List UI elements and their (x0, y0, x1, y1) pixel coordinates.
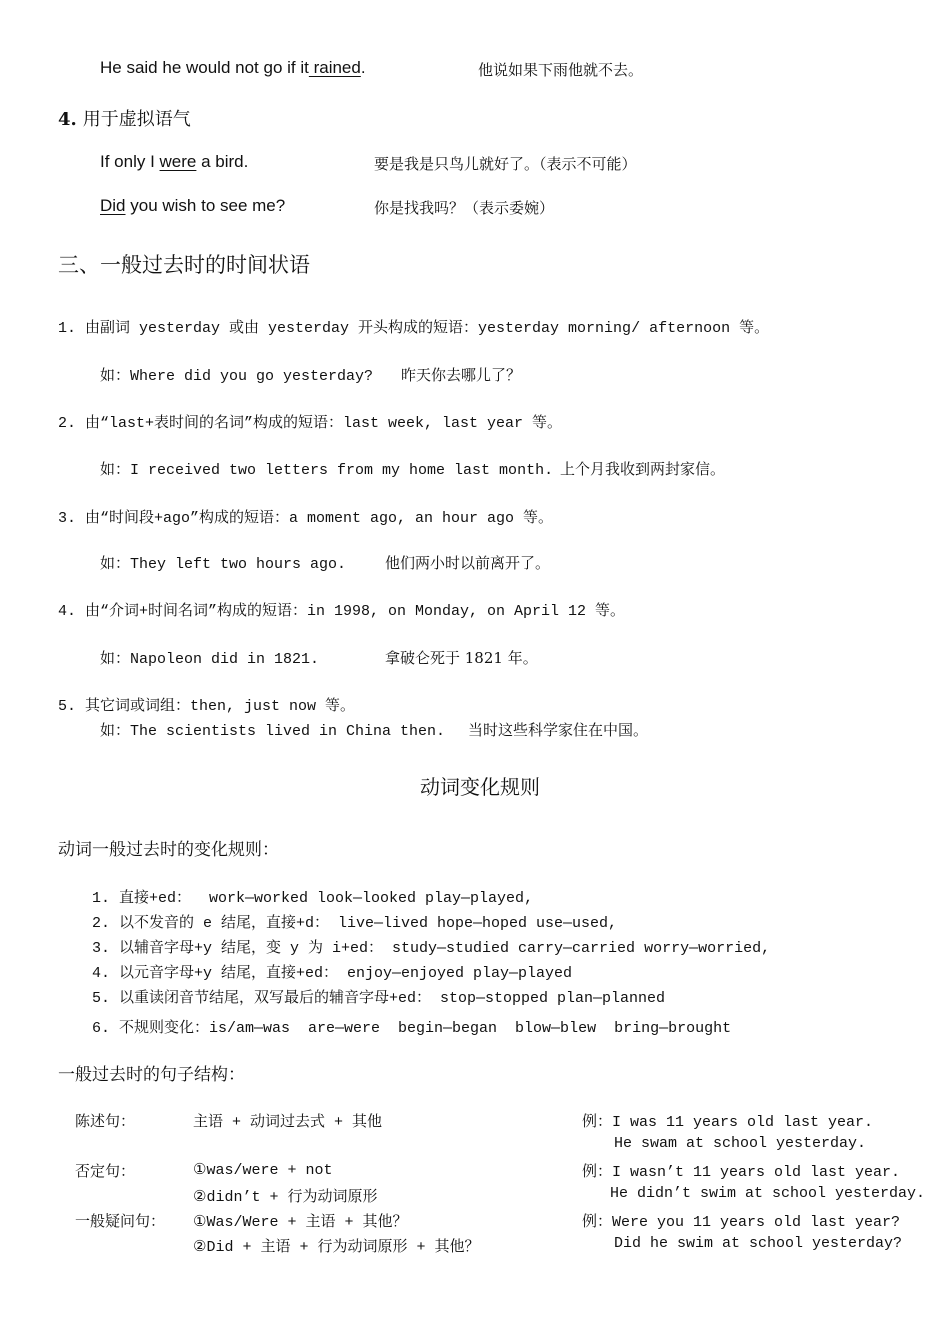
structure-title: 一般过去时的句子结构： (58, 1065, 245, 1085)
structure-example: 例：I was 11 years old last year. (582, 1114, 874, 1131)
section3-item2-chinese: 上个月我收到两封家信。 (560, 460, 726, 478)
section3-item1-chinese: 昨天你去哪儿了？ (401, 366, 522, 384)
top-example-before: He said he would not go if it (100, 58, 309, 77)
item4-ex2-after: you wish to see me? (125, 196, 286, 215)
rule-item: 3. 以辅音字母+y 结尾，变 y 为 i+ed： study—studied carry—carried worry—worried, (92, 940, 771, 957)
structure-form: ①was/were + not (193, 1162, 333, 1179)
section3-item3: 3. 由“时间段+ago”构成的短语：a moment ago, an hour ago 等。 (58, 510, 554, 527)
item4-heading (58, 105, 191, 131)
item4-ex1-before: If only I (100, 152, 160, 171)
rules-title: 动词变化规则 (420, 775, 540, 799)
top-example-english (100, 58, 366, 78)
structure-example: 例：Were you 11 years old last year? (582, 1214, 901, 1231)
structure-example: He didn’t swim at school yesterday. (610, 1185, 926, 1202)
section3-item3-example: 如：They left two hours ago. (100, 556, 347, 573)
rule-item: 6. 不规则变化：is/am—was are—were begin—began blow—blew bring—brought (92, 1020, 732, 1037)
item4-example2-chinese: 你是找我吗？（表示委婉） (374, 199, 555, 217)
item4-number: 4. (58, 109, 77, 130)
structure-example: Did he swim at school yesterday? (614, 1235, 903, 1252)
rule-item: 1. 直接+ed： work—worked look—looked play—played, (92, 890, 534, 907)
section3-item1-example: 如：Where did you go yesterday? (100, 368, 374, 385)
item4-ex1-underlined: were (159, 152, 197, 171)
structure-label-question: 一般疑问句： (75, 1212, 166, 1230)
rule-item: 2. 以不发音的 e 结尾，直接+d： live—lived hope—hoped use—used, (92, 915, 618, 932)
section3-item5-chinese: 当时这些科学家住在中国。 (468, 721, 649, 739)
top-example-underlined: rained (308, 58, 361, 77)
item4-example2-english (100, 196, 285, 216)
item4-title: 用于虚拟语气 (82, 109, 191, 130)
section3-item5: 5. 其它词或词组：then, just now 等。 (58, 698, 356, 715)
section3-item1: 1. 由副词 yesterday 或由 yesterday 开头构成的短语：yesterday morning/ afternoon 等。 (58, 320, 770, 337)
item4-example1-chinese: 要是我是只鸟儿就好了。（表示不可能） (374, 155, 637, 173)
item4-ex1-after: a bird. (196, 152, 249, 171)
section3-item3-chinese: 他们两小时以前离开了。 (385, 554, 551, 572)
section3-title: 三、一般过去时的时间状语 (58, 253, 310, 277)
rule-item: 5. 以重读闭音节结尾，双写最后的辅音字母+ed： stop—stopped plan—planned (92, 990, 666, 1007)
structure-label-negative: 否定句： (75, 1162, 136, 1180)
section3-item2-example: 如：I received two letters from my home last month. (100, 462, 554, 479)
section3-item2: 2. 由“last+表时间的名词”构成的短语：last week, last year 等。 (58, 415, 563, 432)
section3-item4-example: 如：Napoleon did in 1821. (100, 651, 320, 668)
item4-example1-english (100, 152, 248, 172)
rule-item: 4. 以元音字母+y 结尾，直接+ed： enjoy—enjoyed play—played (92, 965, 573, 982)
structure-form: ②Did + 主语 + 行为动词原形 + 其他？ (193, 1239, 480, 1256)
section3-item4-chinese: 拿破仑死于 1821 年。 (385, 649, 538, 667)
structure-form: 主语 + 动词过去式 + 其他 (193, 1114, 383, 1131)
structure-example: He swam at school yesterday. (614, 1135, 867, 1152)
structure-form: ②didn’t + 行为动词原形 (193, 1189, 378, 1206)
item4-ex2-underlined: Did (100, 196, 126, 215)
section3-item4: 4. 由“介词+时间名词”构成的短语：in 1998, on Monday, on April 12 等。 (58, 603, 626, 620)
top-example-chinese: 他说如果下雨他就不去。 (478, 61, 644, 79)
section3-item5-example: 如：The scientists lived in China then. (100, 723, 446, 740)
structure-example: 例：I wasn’t 11 years old last year. (582, 1164, 901, 1181)
top-example-after: . (360, 58, 366, 77)
structure-form: ①Was/Were + 主语 + 其他？ (193, 1214, 408, 1231)
structure-label-affirmative: 陈述句： (75, 1112, 136, 1130)
rules-subtitle: 动词一般过去时的变化规则： (58, 840, 279, 860)
